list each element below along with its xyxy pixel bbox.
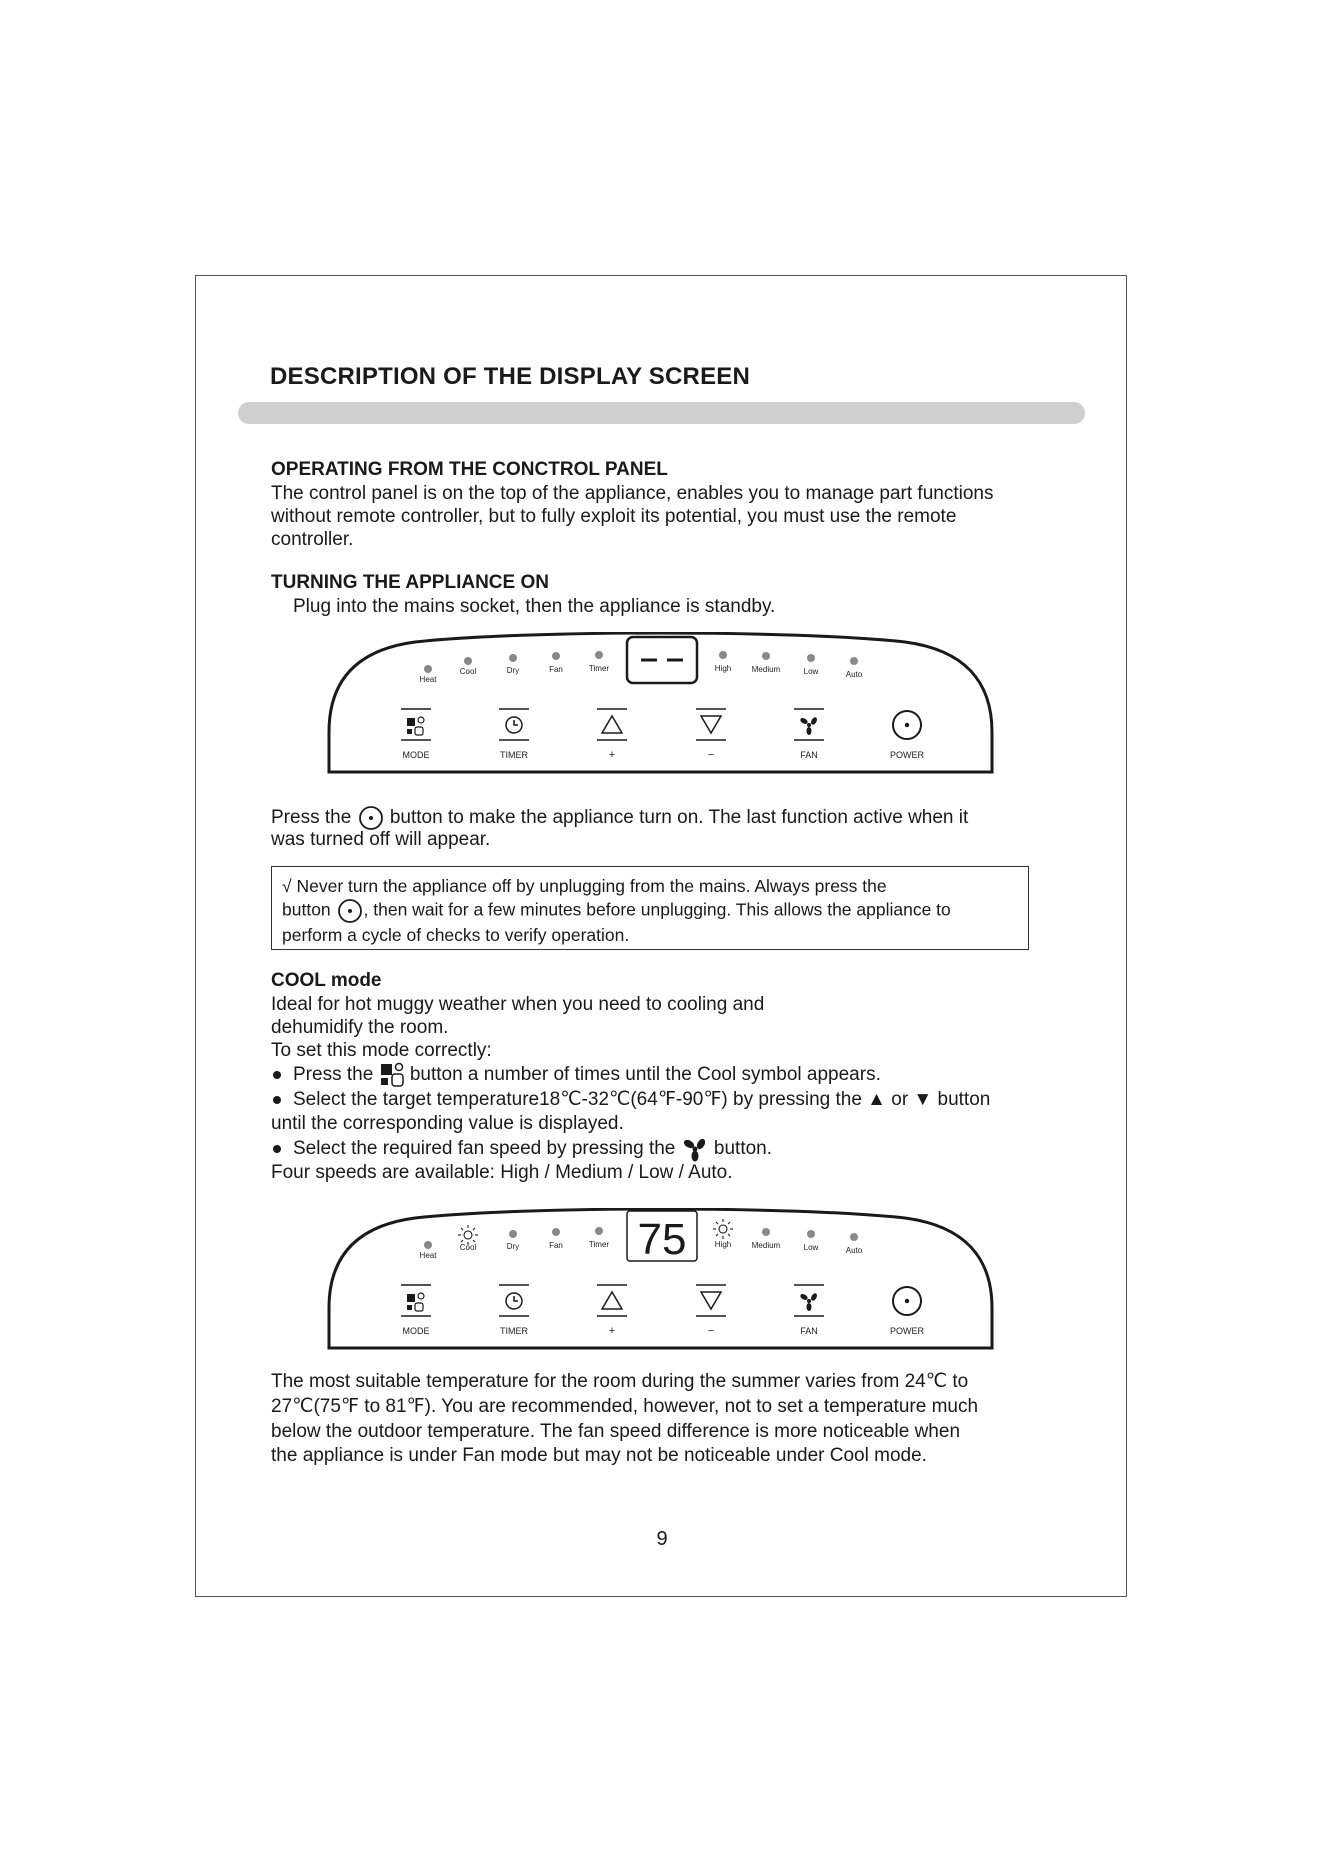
cool-line-3: To set this mode correctly: [271,1040,492,1061]
cool-bullet-1: Press the button a number of times until the Cool symbol appears. [271,1062,881,1088]
cool-line-2: dehumidify the room. [271,1017,449,1038]
indicator-cool: Cool [459,1243,477,1252]
title-underbar [238,402,1085,424]
indicator-heat: Heat [419,675,437,684]
note-line-3: perform a cycle of checks to verify operation. [282,925,630,945]
label-mode: MODE [402,1326,430,1336]
indicator-timer: Timer [588,664,610,673]
cool-speeds-line: Four speeds are available: High / Medium / Low / Auto. [271,1162,733,1183]
label-fan: FAN [800,750,818,760]
indicator-dry: Dry [506,666,520,675]
power-icon [336,898,364,924]
label-power: POWER [889,1326,925,1336]
summary-line-1: The most suitable temperature for the room during the summer varies from 24℃ to [271,1371,969,1392]
minus-button-icon [701,716,721,733]
fan-button-icon [799,716,818,735]
page-title: DESCRIPTION OF THE DISPLAY SCREEN [270,363,751,390]
indicator-high: High [714,1240,732,1249]
cool-line-1: Ideal for hot muggy weather when you need to cooling and [271,994,765,1015]
label-plus: + [608,749,616,761]
control-panel-cool [325,1208,997,1350]
section-operating-line-1: The control panel is on the top of the appliance, enables you to manage part functions [271,483,994,504]
mode-button-icon [407,1293,424,1311]
press-power-line-1: Press the button to make the appliance turn on. The last function active when it [271,805,968,831]
label-timer: TIMER [500,1326,528,1336]
note-box [271,866,1029,950]
power-button-icon [893,711,921,739]
bullet-icon [273,1096,281,1104]
note-line-1: √ Never turn the appliance off by unplugging from the mains. Always press the [282,876,887,896]
timer-button-icon [506,717,522,733]
cool-bullet-2: Select the target temperature18℃-32℃(64℉-90℉) by pressing the ▲ or ▼ button [271,1088,990,1111]
indicator-timer: Timer [588,1240,610,1249]
section-operating-line-2: without remote controller, but to fully exploit its potential, you must use the remote [271,506,957,527]
display-temperature: 75 [637,1215,687,1264]
indicator-low: Low [803,667,819,676]
power-button-icon [893,1287,921,1315]
cool-bullet-3: Select the required fan speed by pressing the button. [271,1136,772,1162]
plus-button-icon [602,1292,622,1309]
cool-mode-title: COOL mode [271,970,382,991]
bullet-icon [273,1145,281,1153]
mode-button-icon [407,717,424,735]
indicator-dry: Dry [506,1242,520,1251]
section-operating-title: OPERATING FROM THE CONCTROL PANEL [271,459,668,480]
indicator-auto: Auto [845,1246,863,1255]
summary-line-2: 27℃(75℉ to 81℉). You are recommended, however, not to set a temperature much [271,1396,979,1417]
summary-line-3: below the outdoor temperature. The fan speed difference is more noticeable when [271,1421,961,1442]
control-panel-standby [325,632,997,774]
label-minus: − [707,1325,715,1337]
indicator-fan: Fan [549,1241,563,1250]
label-fan: FAN [800,1326,818,1336]
indicator-medium: Medium [751,1241,781,1250]
indicator-cool: Cool [459,667,477,676]
label-mode: MODE [402,750,430,760]
label-minus: − [707,749,715,761]
timer-button-icon [506,1293,522,1309]
section-turning-on-title: TURNING THE APPLIANCE ON [271,572,549,593]
press-power-line-2: was turned off will appear. [271,829,491,850]
high-indicator-lit [713,1219,733,1239]
bullet-icon [273,1071,281,1079]
fan-button-icon [799,1292,818,1311]
indicator-high: High [714,664,732,673]
label-plus: + [608,1325,616,1337]
summary-line-4: the appliance is under Fan mode but may not be noticeable under Cool mode. [271,1445,927,1466]
minus-button-icon [701,1292,721,1309]
indicator-auto: Auto [845,670,863,679]
cool-bullet-2-line-2: until the corresponding value is displayed. [271,1113,624,1134]
plus-button-icon [602,716,622,733]
note-line-2: button , then wait for a few minutes before unplugging. This allows the appliance to [282,898,1028,924]
indicator-medium: Medium [751,665,781,674]
label-timer: TIMER [500,750,528,760]
indicator-fan: Fan [549,665,563,674]
section-operating-line-3: controller. [271,529,354,550]
mode-icon [379,1062,405,1088]
label-power: POWER [889,750,925,760]
fan-icon [681,1136,709,1162]
page-number: 9 [656,1528,668,1550]
section-turning-on-line: Plug into the mains socket, then the appliance is standby. [293,596,776,617]
display-window [627,637,697,683]
cool-indicator-lit [458,1225,478,1245]
indicator-heat: Heat [419,1251,437,1260]
indicator-low: Low [803,1243,819,1252]
